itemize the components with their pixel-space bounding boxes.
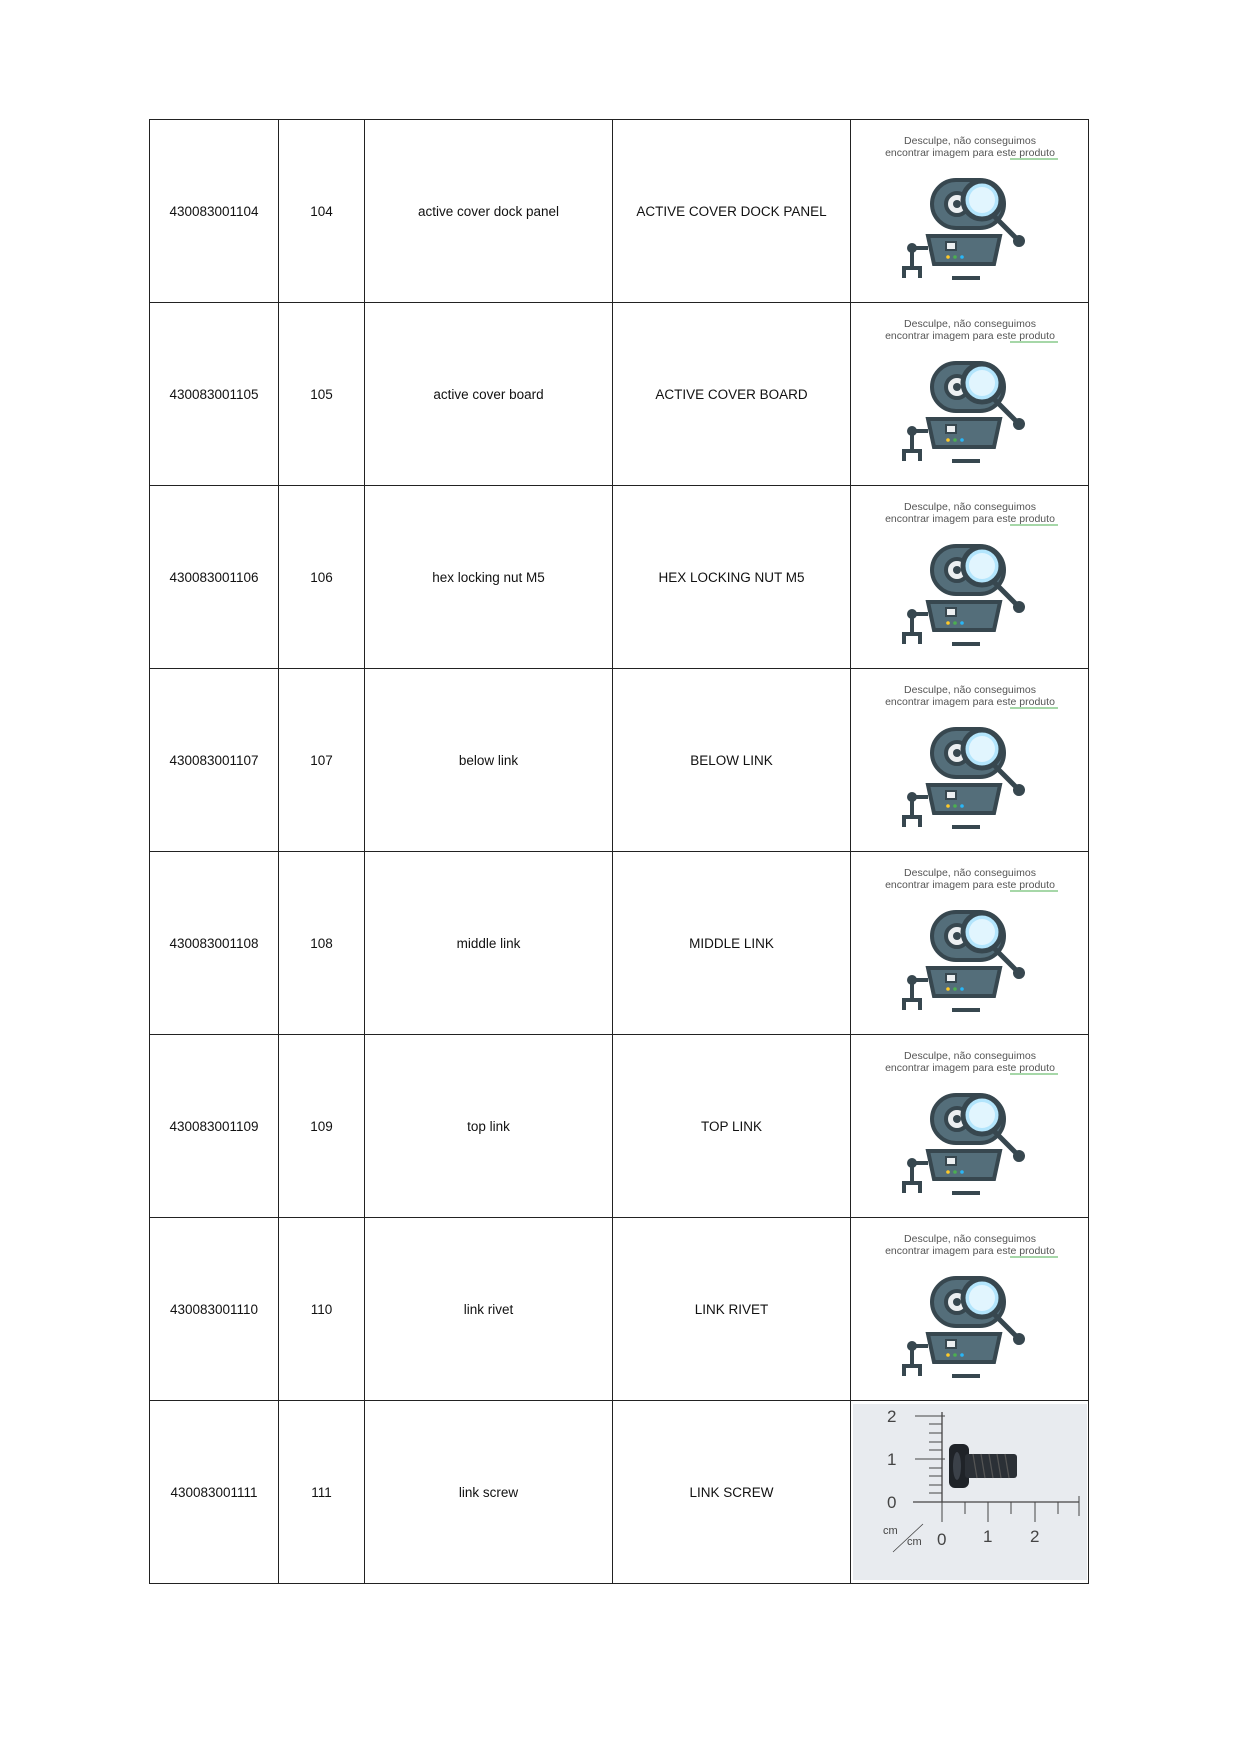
table-row	[150, 1218, 1089, 1401]
svg-text:0: 0	[886, 1493, 896, 1512]
placeholder-line1: Desculpe, não conseguimos	[903, 867, 1036, 879]
part-image-cell	[851, 852, 1089, 1035]
table-row	[150, 669, 1089, 852]
placeholder-line1: Desculpe, não conseguimos	[903, 501, 1036, 513]
position-number-cell	[279, 1218, 365, 1401]
placeholder-line1: Desculpe, não conseguimos	[903, 135, 1036, 147]
table-row	[150, 1401, 1089, 1584]
position-number: 105	[310, 386, 333, 402]
part-code-cell	[150, 669, 279, 852]
placeholder-line2: encontrar imagem para este produto	[884, 147, 1055, 159]
position-number-cell	[279, 303, 365, 486]
no-image-placeholder-icon	[870, 311, 1070, 477]
position-number-cell	[279, 1035, 365, 1218]
svg-text:2: 2	[1029, 1527, 1039, 1546]
part-name: link rivet	[463, 1301, 514, 1317]
table-row	[150, 303, 1089, 486]
table-row	[150, 1035, 1089, 1218]
part-name: active cover board	[433, 386, 544, 402]
part-image-cell	[851, 303, 1089, 486]
parts-table	[149, 119, 1089, 1584]
part-name-upper: ACTIVE COVER BOARD	[655, 386, 808, 402]
no-image-placeholder-icon	[870, 128, 1070, 294]
part-name: hex locking nut M5	[432, 569, 545, 585]
placeholder-line2: encontrar imagem para este produto	[884, 513, 1055, 525]
placeholder-line2: encontrar imagem para este produto	[884, 879, 1055, 891]
part-name-cell	[365, 1218, 613, 1401]
table-row	[150, 852, 1089, 1035]
part-name-cell	[365, 1035, 613, 1218]
position-number: 107	[310, 752, 333, 768]
part-image-cell	[851, 669, 1089, 852]
placeholder-line1: Desculpe, não conseguimos	[903, 318, 1036, 330]
part-code: 430083001107	[169, 752, 259, 768]
part-name: link screw	[458, 1484, 519, 1500]
part-name-cell	[365, 1401, 613, 1584]
placeholder-line1: Desculpe, não conseguimos	[903, 1050, 1036, 1062]
part-name-cell	[365, 486, 613, 669]
part-image-cell	[851, 120, 1089, 303]
part-name-upper-cell	[613, 303, 851, 486]
part-name-upper: BELOW LINK	[690, 752, 773, 768]
table-row	[150, 486, 1089, 669]
no-image-placeholder-icon	[870, 1226, 1070, 1392]
position-number-cell	[279, 486, 365, 669]
position-number: 106	[310, 569, 333, 585]
part-name-upper-cell	[613, 1218, 851, 1401]
part-code-cell	[150, 120, 279, 303]
part-name-upper: MIDDLE LINK	[689, 935, 774, 951]
part-name-upper: ACTIVE COVER DOCK PANEL	[636, 203, 827, 219]
position-number-cell	[279, 1401, 365, 1584]
placeholder-line2: encontrar imagem para este produto	[884, 696, 1055, 708]
part-image-cell	[851, 1035, 1089, 1218]
part-name-upper: HEX LOCKING NUT M5	[658, 569, 805, 585]
part-code-cell	[150, 486, 279, 669]
position-number-cell	[279, 669, 365, 852]
position-number-cell	[279, 120, 365, 303]
part-name-upper-cell	[613, 852, 851, 1035]
part-image-cell	[851, 1401, 1089, 1584]
part-image-cell	[851, 1218, 1089, 1401]
part-code: 430083001109	[169, 1118, 259, 1134]
position-number-cell	[279, 852, 365, 1035]
screw-photo	[853, 1404, 1087, 1580]
svg-text:0: 0	[936, 1530, 946, 1549]
part-code: 430083001104	[169, 203, 259, 219]
svg-text:cm: cm	[882, 1525, 898, 1537]
part-name-upper-cell	[613, 669, 851, 852]
part-code-cell	[150, 1401, 279, 1584]
svg-text:1: 1	[886, 1450, 896, 1469]
part-name-upper: LINK RIVET	[694, 1301, 769, 1317]
part-name-cell	[365, 303, 613, 486]
part-name-upper-cell	[613, 1035, 851, 1218]
part-name: top link	[467, 1118, 510, 1134]
position-number: 111	[311, 1484, 332, 1500]
part-name: active cover dock panel	[417, 203, 560, 219]
parts-table-body	[150, 120, 1089, 1584]
no-image-placeholder-icon	[870, 494, 1070, 660]
part-name-cell	[365, 852, 613, 1035]
part-code: 430083001110	[169, 1301, 259, 1317]
part-code-cell	[150, 303, 279, 486]
no-image-placeholder-icon	[870, 1043, 1070, 1209]
part-name-upper-cell	[613, 120, 851, 303]
part-name: middle link	[456, 935, 521, 951]
part-name-cell	[365, 120, 613, 303]
part-name-upper-cell	[613, 486, 851, 669]
part-name-upper: LINK SCREW	[689, 1484, 774, 1500]
part-name: below link	[458, 752, 519, 768]
no-image-placeholder-icon	[870, 677, 1070, 843]
part-code-cell	[150, 1218, 279, 1401]
svg-text:cm: cm	[906, 1536, 922, 1548]
placeholder-line2: encontrar imagem para este produto	[884, 1245, 1055, 1257]
part-code-cell	[150, 1035, 279, 1218]
part-code: 430083001105	[169, 386, 259, 402]
part-code: 430083001108	[169, 935, 259, 951]
part-name-cell	[365, 669, 613, 852]
part-image-cell	[851, 486, 1089, 669]
part-name-upper-cell	[613, 1401, 851, 1584]
table-row	[150, 120, 1089, 303]
position-number: 104	[310, 203, 333, 219]
position-number: 108	[310, 935, 333, 951]
placeholder-line2: encontrar imagem para este produto	[884, 1062, 1055, 1074]
part-code: 430083001111	[170, 1484, 258, 1500]
placeholder-line1: Desculpe, não conseguimos	[903, 1233, 1036, 1245]
placeholder-line2: encontrar imagem para este produto	[884, 330, 1055, 342]
part-code: 430083001106	[169, 569, 259, 585]
svg-text:1: 1	[982, 1527, 992, 1546]
position-number: 110	[310, 1301, 333, 1317]
part-code-cell	[150, 852, 279, 1035]
part-name-upper: TOP LINK	[700, 1118, 763, 1134]
position-number: 109	[310, 1118, 333, 1134]
no-image-placeholder-icon	[870, 860, 1070, 1026]
placeholder-line1: Desculpe, não conseguimos	[903, 684, 1036, 696]
svg-text:2: 2	[886, 1407, 896, 1426]
